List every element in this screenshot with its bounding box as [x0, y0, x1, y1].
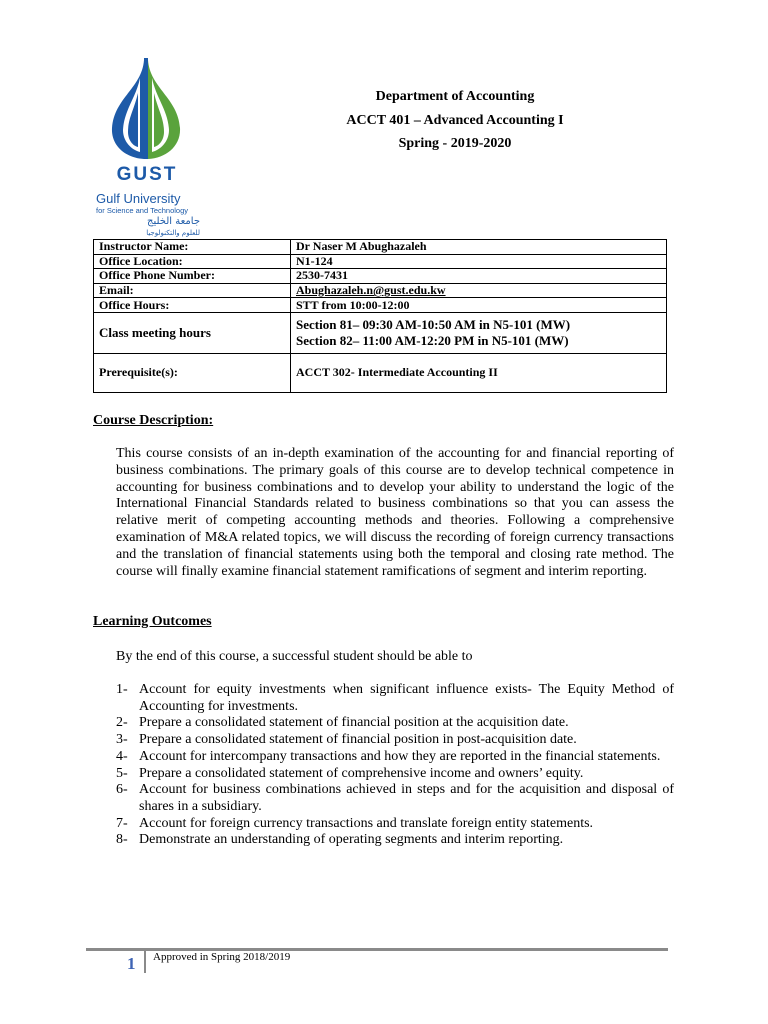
table-row [94, 298, 667, 313]
course-info-table [93, 239, 667, 393]
item-text: Prepare a consolidated statement of financial position in post-acquisition date. [139, 732, 577, 748]
list-item [116, 816, 674, 833]
heading-colon: : [208, 413, 214, 428]
prereq-value: ACCT 302- Intermediate Accounting II [291, 353, 667, 392]
table-row [94, 283, 667, 298]
office-label: Office Location: [94, 254, 291, 269]
list-item [116, 682, 674, 715]
learning-outcomes-list [116, 682, 674, 849]
document-header [270, 88, 640, 159]
prereq-label: Prerequisite(s): [94, 353, 291, 392]
item-text: Account for equity investments when significant influence exists- The Equity Method of Accounting for investments. [139, 682, 674, 714]
course-title: ACCT 401 – Advanced Accounting I [346, 112, 564, 128]
learning-outcomes-heading: Learning Outcomes [93, 614, 212, 629]
page-number: 1 [127, 954, 136, 973]
course-description-title: Course Description [93, 413, 209, 428]
term-title: Spring - 2019-2020 [398, 136, 512, 151]
table-row [94, 254, 667, 269]
class-hours-value [291, 312, 667, 353]
email-link[interactable]: Abughazaleh.n@gust.edu.kw [296, 283, 446, 298]
list-item [116, 715, 674, 732]
item-text: Prepare a consolidated statement of financial position at the acquisition date. [139, 715, 569, 731]
item-text: Account for intercompany transactions and how they are reported in the financial statements. [139, 748, 661, 764]
class-hours-label: Class meeting hours [94, 312, 291, 353]
list-item [116, 766, 674, 783]
gust-logo [92, 58, 212, 238]
office-value: N1-124 [291, 254, 667, 269]
logo-name-en-sub: for Science and Technology [96, 206, 189, 215]
department-title: Department of Accounting [375, 89, 535, 104]
section-81: Section 81– 09:30 AM-10:50 AM in N5-101 (MW) [296, 316, 571, 332]
email-cell [291, 283, 667, 298]
item-number: 3- [116, 732, 128, 748]
item-number: 4- [116, 748, 128, 764]
phone-label: Office Phone Number: [94, 269, 291, 284]
footer-note: Approved in Spring 2018/2019 [153, 951, 291, 963]
section-82: Section 82– 11:00 AM-12:20 PM in N5-101 (MW) [296, 332, 569, 348]
footer-separator [144, 951, 146, 973]
item-number: 8- [116, 832, 128, 848]
item-text: Prepare a consolidated statement of comprehensive income and owners’ equity. [139, 765, 584, 781]
item-number: 2- [116, 715, 128, 731]
table-row [94, 240, 667, 255]
hours-value: STT from 10:00-12:00 [291, 298, 667, 313]
item-number: 6- [116, 782, 128, 798]
course-description-text: This course consists of an in-depth examination of the accounting for and financial reporting of business combinations. The primary goals of this course are to develop technical competence in accounting for business combinations and to develop your ability to understand the logic of the International Financial Standards related to business combinations so that you can assess the relative merit of competing accounting methods and theories. Following a comprehensive examination of M&A related topics, we will discuss the recording of foreign currency transactions and the translation of financial statements using both the temporal and closing rate method. The course will finally examine financial statement ramifications of segment and interim reporting. [116, 446, 674, 579]
item-number: 5- [116, 765, 128, 781]
item-text: Account for foreign currency transactions and translate foreign entity statements. [139, 815, 594, 831]
item-text: Demonstrate an understanding of operating segments and interim reporting. [139, 832, 564, 848]
list-item [116, 732, 674, 749]
list-item [116, 832, 674, 849]
item-number: 7- [116, 815, 128, 831]
item-text: Account for business combinations achieved in steps and for the acquisition and disposal of shares in a subsidiary. [139, 782, 674, 814]
email-label: Email: [94, 283, 291, 298]
gust-emblem-icon [92, 58, 202, 163]
item-number: 1- [116, 682, 128, 697]
learning-outcomes-intro: By the end of this course, a successful student should be able to [116, 649, 473, 664]
logo-name-en: Gulf University [96, 191, 181, 206]
logo-name-ar-sub: للعلوم والتكنولوجيا [146, 229, 200, 237]
table-row [94, 353, 667, 392]
logo-brand: GUST [116, 164, 178, 185]
hours-label: Office Hours: [94, 298, 291, 313]
course-description-heading [93, 413, 213, 429]
list-item [116, 782, 674, 815]
instructor-label: Instructor Name: [94, 240, 291, 255]
list-item [116, 749, 674, 766]
instructor-value: Dr Naser M Abughazaleh [291, 240, 667, 255]
phone-value: 2530-7431 [291, 269, 667, 284]
logo-name-ar: جامعة الخليج [146, 216, 200, 227]
table-row [94, 269, 667, 284]
table-row [94, 312, 667, 353]
